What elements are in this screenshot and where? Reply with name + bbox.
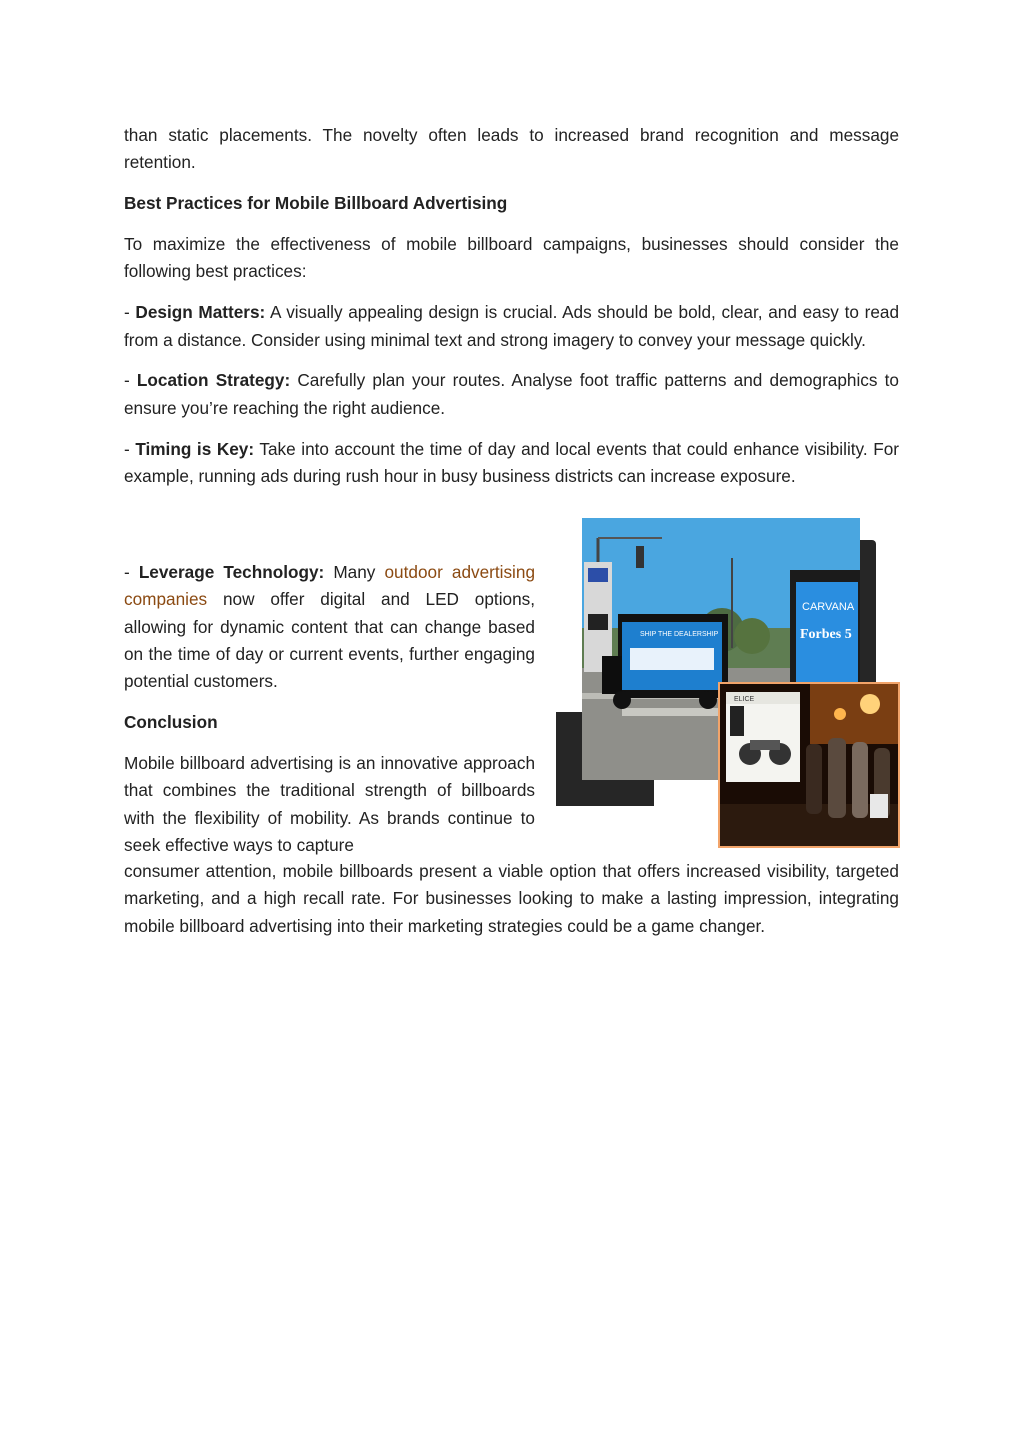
body-text-bottom <box>124 858 899 953</box>
timing-text: Take into account the time of day and local events that could enhance visibility. For example, running ads during rush hour in busy business districts can increase exposure. <box>124 438 899 486</box>
bullet-dash: - <box>124 438 136 459</box>
body-text-narrow <box>124 559 535 873</box>
location-strategy-label: Location Strategy: <box>136 370 291 391</box>
design-matters-item <box>124 299 899 354</box>
intro-continuation-paragraph: than static placements. The novelty often leads to increased brand recognition and message retention. <box>124 125 899 173</box>
best-practices-intro-paragraph: To maximize the effectiveness of mobile billboard campaigns, businesses should consider the following best practices: <box>124 234 899 282</box>
night-street-billboard-photo <box>718 682 900 848</box>
outdoor-advertising-link[interactable]: outdoor advertising companies <box>124 562 535 610</box>
leverage-technology-item <box>124 559 535 695</box>
location-strategy-text: Carefully plan your routes. Analyse foot traffic patterns and demographics to ensure you’re reaching the right audience. <box>124 370 899 418</box>
best-practices-heading: Best Practices for Mobile Billboard Advertising <box>124 193 508 214</box>
leverage-technology-label: Leverage Technology: <box>138 562 325 582</box>
design-matters-label: Design Matters: <box>135 302 266 323</box>
truck-ad-text: SHIP THE DEALERSHIP <box>640 631 719 638</box>
design-matters-text: A visually appealing design is crucial. Ads should be bold, clear, and easy to read from a distance. Consider using minimal text and strong imagery to convey your message quickly. <box>124 302 899 350</box>
billboard-photo-collage <box>556 516 898 846</box>
conclusion-paragraph-part2: consumer attention, mobile billboards present a viable option that offers increased visibility, targeted marketing, and a high recall rate. For businesses looking to make a lasting impression, integrating mobile billboard advertising into their marketing strategies could be a game changer. <box>124 861 899 936</box>
night-billboard-brand: ELICE <box>734 696 755 703</box>
billboard-sub-text: Forbes 5 <box>800 627 852 642</box>
bullet-dash: - <box>124 370 137 391</box>
location-strategy-item <box>124 367 899 422</box>
body-text-top <box>124 122 899 504</box>
leverage-technology-text-after: now offer digital and LED options, allowing for dynamic content that can change based on the time of day or current events, further engaging potential customers. <box>124 589 535 692</box>
leverage-technology-text-before: Many <box>324 562 385 582</box>
conclusion-heading: Conclusion <box>124 712 218 733</box>
timing-label: Timing is Key: <box>135 438 255 459</box>
conclusion-paragraph-part1: Mobile billboard advertising is an innovative approach that combines the traditional strength of billboards with the flexibility of mobility. As brands continue to seek effective ways to capture <box>124 752 535 855</box>
bullet-dash: - <box>124 562 139 582</box>
bullet-dash: - <box>124 302 136 323</box>
timing-item <box>124 436 899 491</box>
billboard-brand-text: CARVANA <box>802 601 855 613</box>
